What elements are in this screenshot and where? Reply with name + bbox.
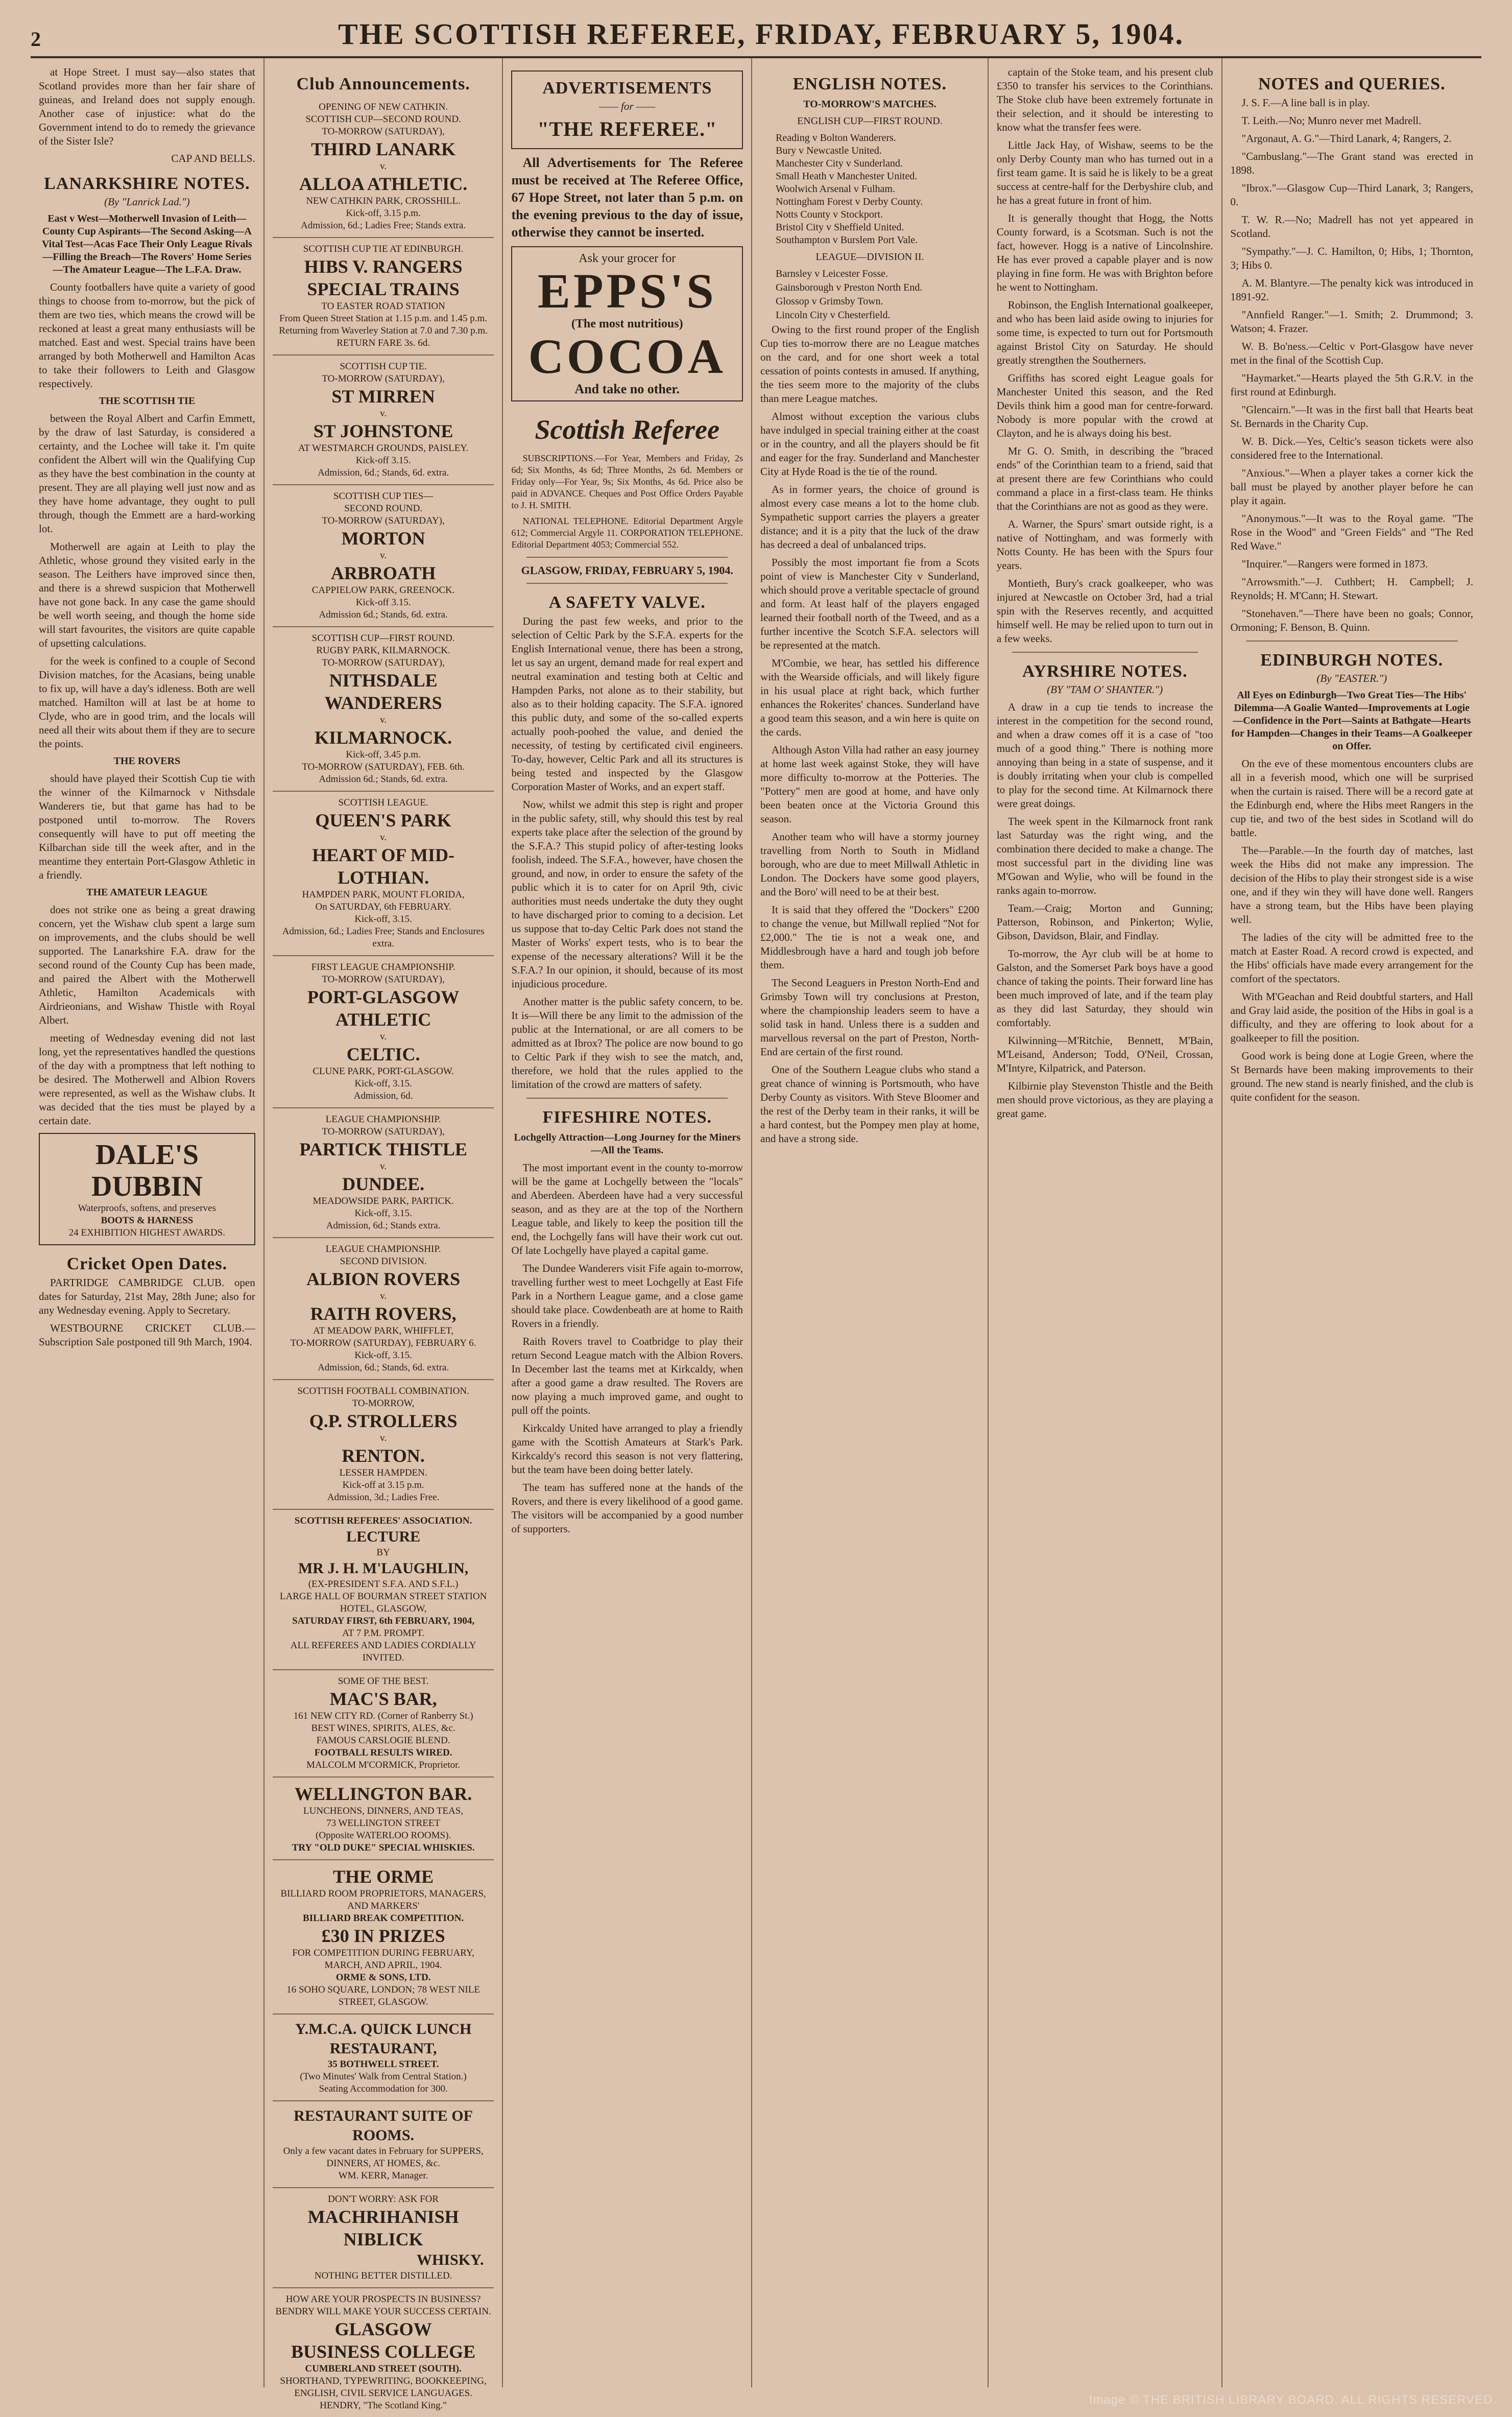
query-item: "Annfield Ranger."—1. Smith; 2. Drummond; 3. Watson; 4. Frazer. <box>1230 309 1473 335</box>
ad-title: DUNDEE. <box>342 1174 425 1194</box>
masthead <box>31 15 1481 58</box>
ad-line: SCOTTISH CUP—FIRST ROUND. <box>311 633 455 644</box>
ad-line: TO-MORROW (SATURDAY), <box>322 1126 445 1137</box>
ad-title: MAC'S BAR, <box>329 1689 437 1709</box>
article-paragraph: Possibly the most important fie from a Scots point of view is Manchester City v Sunderland, which should prove a veritable spectacle of ground and form. At least half of the players engaged learned their football north of the Tweed, and as a further incentive the Scotch S.F.A. selectors will be represented at the match. <box>760 556 979 651</box>
ad-line: DON'T WORRY: ASK FOR <box>328 2194 439 2205</box>
ad-line: BY <box>376 1547 390 1558</box>
ad-line: SCOTTISH FOOTBALL COMBINATION. <box>297 1386 469 1396</box>
ad-line: BEST WINES, SPIRITS, ALES, &c. <box>311 1723 455 1734</box>
wellington-bar-ad <box>273 1778 494 1860</box>
ad-line: Ask your grocer for <box>579 252 676 265</box>
ymca-restaurant-ad <box>273 2015 494 2101</box>
ad-line: Admission 6d.; Stands, 6d. extra. <box>319 774 448 785</box>
article-paragraph: As in former years, the choice of ground is almost every case means a lot to the home club. Sympathetic support carries the players a greater distance; and it is a pity that the luck of the draw has decreed a deal of unbalanced trips. <box>760 483 979 551</box>
ad-line: TO-MORROW (SATURDAY), <box>322 657 445 668</box>
edinburgh-heading: EDINBURGH NOTES. <box>1260 651 1444 670</box>
ad-title: PARTICK THISTLE <box>299 1139 467 1159</box>
article-paragraph: The Dundee Wanderers visit Fife again to-morrow, travelling further west to meet Lochgelly at East Fife Park in a Northern League game, and a close game should take place. Cowdenbeath are at home to Raith Rovers in a friendly. <box>511 1262 743 1330</box>
article-paragraph: meeting of Wednesday evening did not last long, yet the representatives handled the questions of the day with a promptness that left nothing to be desired. The Motherwell and Albion Rovers were represented, as well as the Wishaw clubs. It was decided that the ties must be played by a certain date. <box>39 1032 255 1127</box>
divider <box>526 1098 728 1099</box>
ad-line: CLUNE PARK, PORT-GLASGOW. <box>313 1066 454 1077</box>
fixture-item: Bury v Newcastle United. <box>776 145 882 156</box>
ad-line: TO EASTER ROAD STATION <box>321 301 445 312</box>
article-paragraph: The Second Leaguers in Preston North-End and Grimsby Town will try conclusions at Preston, where the championship leaders seem to have a solid task in hand. Unless there is a sudden and marvellous reversal on the part of Preston, North-End are certain of the first round. <box>760 977 979 1058</box>
ad-line: RUGBY PARK, KILMARNOCK. <box>316 645 450 656</box>
ad-title: THIRD LANARK <box>311 139 456 159</box>
ad-line: FOR COMPETITION DURING FEBRUARY, MARCH, AND APRIL, 1904. <box>292 1948 474 1971</box>
edinburgh-byline: (By "EASTER.") <box>1316 672 1387 684</box>
club-announcement-ad <box>273 1238 494 1380</box>
ad-versus: v. <box>380 550 387 561</box>
subscriptions-text: SUBSCRIPTIONS.—For Year, Members and Friday, 2s 6d; Six Months, 4s 6d; Three Months, 2s 6d. Members or Friday only—For Year, 9s; Six Months, 4s 6d. Price also be paid in ADVANCE. Cheques and Post Office Orders Payable to J. H. SMITH. <box>511 453 743 510</box>
intro-signature: CAP AND BELLS. <box>171 152 255 164</box>
advertisements-heading: ADVERTISEMENTS <box>542 79 712 98</box>
ad-line: TO-MORROW (SATURDAY), <box>322 974 445 985</box>
ad-title: ST JOHNSTONE <box>313 421 453 441</box>
nameplate-script: Scottish Referee <box>535 414 719 445</box>
ayrshire-heading: AYRSHIRE NOTES. <box>1022 662 1188 681</box>
divider <box>526 583 728 584</box>
niblick-whisky-ad <box>273 2188 494 2288</box>
article-paragraph: Almost without exception the various clubs have indulged in special training either at the coast or in the country, and all the players should be fit and eager for the fray. Sunderland and Manchester City at Hyde Road is the tie of the round. <box>760 410 979 478</box>
ad-line: SECOND DIVISION. <box>340 1256 427 1267</box>
fixture-item: Glossop v Grimsby Town. <box>776 296 883 307</box>
ad-line: Only a few vacant dates in February for SUPPERS, DINNERS, AT HOMES, &c. <box>283 2146 484 2169</box>
referees-lecture-ad <box>273 1510 494 1670</box>
article-paragraph: captain of the Stoke team, and his present club £350 to transfer his services to the Corinthians. The Stoke club have been extremely fortunate in their selection, and it should be interesting to know what the transfer fees were. <box>996 66 1213 133</box>
ad-line: AT 7 P.M. PROMPT. <box>342 1628 425 1639</box>
ad-title: KILMARNOCK. <box>315 727 452 748</box>
ad-line: LUNCHEONS, DINNERS, AND TEAS, <box>303 1806 464 1816</box>
ad-versus: v. <box>380 1031 387 1042</box>
ad-line: SOME OF THE BEST. <box>338 1676 429 1687</box>
cricket-paragraph: WESTBOURNE CRICKET CLUB.—Subscription Sale postponed till 9th March, 1904. <box>39 1322 255 1348</box>
club-announcement-ad <box>273 356 494 485</box>
fixture-item: Reading v Bolton Wanderers. <box>776 132 896 144</box>
club-announcement-ad <box>273 238 494 356</box>
article-paragraph: Owing to the first round proper of the English Cup ties to-morrow there are no League matches on the card, and for one short week a total cessation of points contests in amused. If anything, the ties seem more to the majority of the clubs than mere League matches. <box>760 323 979 405</box>
divider <box>1246 641 1458 642</box>
article-paragraph: for the week is confined to a couple of Second Division matches, for the Acasians, being unable to fix up, will have a day's idleness. Both are well matched. Hamilton will at last be at home to Clyde, who are in good trim, and the locals will need all their wits about them if they are to secure the points. <box>39 655 255 750</box>
ad-title: Y.M.C.A. QUICK LUNCH RESTAURANT, <box>295 2021 472 2057</box>
article-paragraph: should have played their Scottish Cup tie with the winner of the Kilmarnock v Nithsdale Wanderers tie, but that game has had to be postponed until to-morrow. The Rovers consequently will have to put off meeting the Kilbarchan side till the week after, and in the meantime they entertain Port-Glasgow Athletic in a friendly. <box>39 772 255 881</box>
column-1 <box>31 58 265 2387</box>
ad-title: WELLINGTON BAR. <box>294 1784 472 1804</box>
fixture-item: Woolwich Arsenal v Fulham. <box>776 183 895 195</box>
query-item: "Cambuslang."—The Grant stand was erected in 1898. <box>1230 150 1473 176</box>
ad-title: RENTON. <box>342 1446 425 1466</box>
article-paragraph: Raith Rovers travel to Coatbridge to play their return Second League match with the Albion Rovers. In December last the teams met at Kirkcaldy, when after a good game a draw resulted. The Rovers are now playing a much improved game, and ought to pull off the points. <box>511 1335 743 1416</box>
fixture-item: Nottingham Forest v Derby County. <box>776 196 923 207</box>
ad-line: Admission, 6d. <box>353 1091 413 1101</box>
image-credit: Image © THE BRITISH LIBRARY BOARD. ALL RIGHTS RESERVED. <box>1089 2393 1497 2407</box>
ad-line: Admission, 6d.; Stands, 6d. extra. <box>318 1362 449 1373</box>
article-paragraph: With M'Geachan and Reid doubtful starters, and Hall and Gray laid aside, the position of the Hibs in goal is a difficulty, and they are offering to look about for a goalkeeper to fill the position. <box>1230 990 1473 1044</box>
ad-title: HEART OF MID-LOTHIAN. <box>312 845 454 888</box>
ad-title: MACHRIHANISH <box>307 2207 459 2227</box>
article-paragraph: Another matter is the public safety concern, to be. It is—Will there be any limit to the admission of the public at the International, or are all comers to be admitted as at Ibrox? The police are now bound to go to Celtic Park if they wish to see the match, and, therefore, we hold that the rules applied to the limitation of the crowd are matters of safety. <box>511 996 743 1091</box>
section-subhead: THE ROVERS <box>113 755 181 767</box>
intro-paragraph: at Hope Street. I must say—also states that Scotland provides more than her fair share of guineas, and Ireland does not supply enough. Another case of injustice: what do the Government intend to do to remedy the grievance of the Sister Isle? <box>39 66 255 147</box>
ad-line: CUMBERLAND STREET (SOUTH). <box>305 2363 462 2374</box>
ad-line: TO-MORROW, <box>352 1398 415 1409</box>
epps-title: EPPS'S <box>537 264 717 318</box>
ad-line: Kick-off, 3.45 p.m. <box>346 749 421 760</box>
ad-line: Seating Accommodation for 300. <box>319 2083 448 2094</box>
ad-line: Admission 6d.; Stands, 6d. extra. <box>319 609 448 620</box>
ad-title: THE ORME <box>333 1866 434 1887</box>
ad-title: NITHSDALE WANDERERS <box>324 670 442 713</box>
ad-line: Admission, 6d.; Stands extra. <box>326 1220 441 1231</box>
ad-line: LESSER HAMPDEN. <box>339 1467 427 1478</box>
query-item: "Argonaut, A. G."—Third Lanark, 4; Rangers, 2. <box>1241 132 1452 145</box>
ad-line: TO-MORROW (SATURDAY), <box>322 515 445 526</box>
ad-line: Kick-off, 3.15. <box>354 1350 412 1361</box>
matches-subhead: TO-MORROW'S MATCHES. <box>803 99 937 110</box>
article-paragraph: Kirkcaldy United have arranged to play a friendly game with the Scottish Amateurs at Stark's Park. Kirkcaldy's record this season is not very flattering, but the team have been doing better lately. <box>511 1422 743 1476</box>
club-announcement-ad <box>273 956 494 1108</box>
column-6 <box>1222 58 1481 2387</box>
ad-title: BUSINESS COLLEGE <box>291 2341 476 2362</box>
query-item: "Ibrox."—Glasgow Cup—Third Lanark, 3; Rangers, 0. <box>1230 182 1473 208</box>
column-5 <box>989 58 1222 2387</box>
ad-line: NOTHING BETTER DISTILLED. <box>314 2270 452 2281</box>
query-item: "Stonehaven."—There have been no goals; Connor, Ormoning; F. Benson, B. Quinn. <box>1230 607 1473 633</box>
article-paragraph: It is generally thought that Hogg, the Notts County forward, is a Scotsman. Such is not the fact, however. Hogg is a native of Lincolnshire. He has ever proved a capable player and is now playing in fine form. He was with Brighton before he went to Nottingham. <box>996 212 1213 293</box>
ad-line: HOW ARE YOUR PROSPECTS IN BUSINESS? BENDRY WILL MAKE YOUR SUCCESS CERTAIN. <box>275 2294 491 2317</box>
ad-line: LECTURE <box>346 1528 421 1545</box>
fifeshire-subhead: Lochgelly Attraction—Long Journey for the Miners—All the Teams. <box>514 1132 740 1156</box>
ad-line: FOOTBALL RESULTS WIRED. <box>314 1747 452 1758</box>
cocoa-title: COCOA <box>528 329 726 384</box>
safety-valve-heading: A SAFETY VALVE. <box>548 593 706 612</box>
fixture-item: Gainsborough v Preston North End. <box>776 282 923 293</box>
ad-line: AT WESTMARCH GROUNDS, PAISLEY. <box>298 443 469 454</box>
query-item: A. M. Blantyre.—The penalty kick was introduced in 1891-92. <box>1230 277 1473 303</box>
epps-cocoa-ad <box>511 246 743 401</box>
ad-title: MORTON <box>341 528 425 549</box>
dales-dubbin-title: DALE'S DUBBIN <box>91 1139 203 1202</box>
ad-line: BILLIARD ROOM PROPRIETORS, MANAGERS, AND MARKERS' <box>280 1888 486 1911</box>
ad-line: Kick-off, 3.15. <box>354 1208 412 1219</box>
ad-line: LEAGUE CHAMPIONSHIP. <box>325 1244 441 1254</box>
query-item: T. W. R.—No; Madrell has not yet appeared in Scotland. <box>1230 214 1473 240</box>
article-paragraph: Montieth, Bury's crack goalkeeper, who was injured at Newcastle on October 3rd, had a trial spin with the Reserves recently, and acquitted himself well. He may be relied upon to turn out in a few weeks. <box>996 577 1213 645</box>
ad-line: Kick-off, 3.15 p.m. <box>346 208 421 219</box>
ad-title: RAITH ROVERS, <box>310 1304 457 1324</box>
advertisements-paper: "THE REFEREE." <box>537 117 717 140</box>
ad-line: Kick-off, 3.15. <box>354 914 412 925</box>
ad-line: BOOTS & HARNESS <box>101 1215 194 1226</box>
ad-line: (Two Minutes' Walk from Central Station.) <box>300 2071 467 2082</box>
article-paragraph: Griffiths has scored eight League goals for Manchester United this season, and the Red Devils think him a good man for centre-forward. Nobody is more popular with the crowd at Clayton, and he is always doing his best. <box>996 372 1213 439</box>
ad-title: ST MIRREN <box>331 386 435 407</box>
ad-line: 161 NEW CITY RD. (Corner of Ranberry St.) <box>293 1711 473 1721</box>
article-paragraph: Mr G. O. Smith, in describing the "braced ends" of the Corinthian team to a friend, said that at present there are few Corinthians who could command a place in a first-class team. He thinks that the Corinthians are not as good as they were. <box>996 445 1213 512</box>
article-paragraph: It is said that they offered the "Dockers" £200 to change the venue, but Millwall replied "Not for £2,000." The tie is not a weak one, and Middlesbrough have a hard and tough job before them. <box>760 904 979 971</box>
edinburgh-subhead: All Eyes on Edinburgh—Two Great Ties—The Hibs' Dilemma—A Goalie Wanted—Improvements at Logie—Confidence in the Port—Saints at Bathgate—Hearts for Hampden—Changes in their Teams—A Goalkeeper on Offer. <box>1231 690 1473 752</box>
ad-title: RESTAURANT SUITE OF ROOMS. <box>294 2107 473 2144</box>
ad-line: HAMPDEN PARK, MOUNT FLORIDA, <box>302 889 465 900</box>
ad-line: FAMOUS CARSLOGIE BLEND. <box>316 1735 450 1746</box>
ad-title: NIBLICK <box>343 2229 423 2249</box>
advertisements-instructions: All Advertisements for The Referee must be received at The Referee Office, 67 Hope Street, not later than 5 p.m. on the evening previous to the day of issue, otherwise they cannot be inserted. <box>511 155 743 240</box>
ad-line: SCOTTISH CUP TIE AT EDINBURGH. <box>303 244 464 254</box>
ad-line: Waterproofs, softens, and preserves <box>78 1203 216 1214</box>
cricket-heading: Cricket Open Dates. <box>66 1254 228 1273</box>
ad-title: WHISKY. <box>417 2252 484 2268</box>
article-paragraph: The—Parable.—In the fourth day of matches, last week the Hibs did not make any impression. The decision of the Hibs to play their strongest side is a wise one, and if they win they will have done well. Rangers have a strong team, but the Hibs have been playing well. <box>1230 844 1473 926</box>
ad-title: CELTIC. <box>346 1044 420 1064</box>
ad-line: Returning from Waverley Station at 7.0 and 7.30 p.m. <box>279 325 488 336</box>
ad-line: SCOTTISH REFEREES' ASSOCIATION. <box>294 1515 472 1526</box>
ad-title: PORT-GLASGOW ATHLETIC <box>307 987 460 1030</box>
ad-line: ORME & SONS, LTD. <box>335 1972 431 1983</box>
article-paragraph: To-morrow, the Ayr club will be at home to Galston, and the Somerset Park boys have a good chance of taking the points. Their forward line has been much improved of late, and if the team play as they did last Saturday, they should win comfortably. <box>996 947 1213 1029</box>
article-paragraph: During the past few weeks, and prior to the selection of Celtic Park by the S.F.A. experts for the English International venue, there has been a strong, let us say an urgent, demand made for real expert and neutral examination and testing both at Celtic and Hampden Parks, not alone as to their stability, but also as to their holding capacity. The S.F.A. ignored this public duty, and some of the so-called experts actually pooh-poohed the value, and denied the necessity, of testing by certificated civil engineers. To-day, however, Celtic Park and all its structures is being tested and inspected by the Glasgow Corporation Master of Works, and an expert staff. <box>511 615 743 793</box>
lanarkshire-byline: (By "Lanrick Lad.") <box>104 196 190 208</box>
ad-versus: v. <box>380 832 387 843</box>
ad-line: 24 EXHIBITION HIGHEST AWARDS. <box>68 1227 226 1238</box>
ad-line: Kick-off at 3.15 p.m. <box>342 1480 424 1490</box>
ad-line: TRY "OLD DUKE" SPECIAL WHISKIES. <box>292 1842 475 1853</box>
advertisements-for: —— for —— <box>599 100 656 112</box>
article-paragraph: Now, whilst we admit this step is right and proper in the public safety, still, why should this test by real experts take place after the selection of the ground by the S.F.A.? This stupid policy of after-testing looks foolish, indeed. The S.F.A., however, have chosen the ground, and now, in order to ensure the safety of the public which it is to cater for on April 9th, civic authorities must needs undertake the duty they ought to have discharged prior to coming to a decision. Let us suppose that to-day Celtic Park does not stand the Master of Works' expert tests, who is to bear the expense of the necessary alterations? Will it be the S.F.A.? In our opinion, it should, because of its most injudicious procedure. <box>511 798 743 990</box>
queries-list <box>1231 96 1473 634</box>
ad-line: LEAGUE CHAMPIONSHIP. <box>325 1114 441 1125</box>
fixture-item: Small Heath v Manchester United. <box>776 171 918 182</box>
scottish-referee-nameplate <box>511 407 743 453</box>
club-ads-list <box>273 96 494 1510</box>
query-item: "Inquirer."—Rangers were formed in 1873. <box>1241 558 1428 570</box>
query-item: "Haymarket."—Hearts played the 5th G.R.V. in the first round at Edinburgh. <box>1230 372 1473 398</box>
page-number: 2 <box>31 28 41 51</box>
league-fixtures-list <box>760 268 979 322</box>
ad-title: GLASGOW <box>334 2319 432 2339</box>
ad-versus: v. <box>380 408 387 419</box>
ad-line: Admission, 6d.; Ladies Free; Stands and Enclosures extra. <box>282 926 485 949</box>
query-item: "Glencairn."—It was in the first ball that Hearts beat St. Bernards in the Charity Cup. <box>1230 404 1473 430</box>
ad-line: 35 BOTHWELL STREET. <box>327 2059 439 2070</box>
article-paragraph: The team has suffered none at the hands of the Rovers, and there is every likelihood of a good game. The visitors will be accompanied by a good number of supporters. <box>511 1481 743 1535</box>
ad-line: Kick-off 3.15. <box>355 455 411 466</box>
ad-versus: v. <box>380 715 387 725</box>
ad-line: CAPPIELOW PARK, GREENOCK. <box>311 585 455 596</box>
article-paragraph: The week spent in the Kilmarnock front rank last Saturday was the right wing, and the combination there decided to make a change. The most successful part in the dividing line was M'Gowan and Wylie, who will be found in the ranks again to-morrow. <box>996 815 1213 896</box>
cup-fixtures-list <box>760 132 979 247</box>
article-paragraph: The ladies of the city will be admitted free to the match at Easter Road. A record crowd is expected, and the Hibs' officials have made every arrangement for the comfort of the spectators. <box>1230 931 1473 985</box>
club-announcement-ad <box>273 1380 494 1510</box>
article-paragraph: Good work is being done at Logie Green, where the St Bernards have been making improvements to their ground. The new stand is nearly finished, and the club is quite confident for the season. <box>1230 1050 1473 1103</box>
ad-line: SCOTTISH CUP TIES— <box>333 491 434 502</box>
ad-title: ARBROATH <box>330 563 436 583</box>
ad-line: SECOND ROUND. <box>344 503 423 514</box>
ad-line: WM. KERR, Manager. <box>338 2170 428 2181</box>
club-announcement-ad <box>273 627 494 792</box>
query-item: T. Leith.—No; Munro never met Madrell. <box>1241 114 1422 127</box>
club-announcements-heading: Club Announcements. <box>296 75 470 93</box>
ad-line: LARGE HALL OF BOURMAN STREET STATION HOTEL, GLASGOW, <box>279 1591 487 1614</box>
ad-title: £30 IN PRIZES <box>321 1926 445 1946</box>
column-3 <box>503 58 752 2387</box>
article-paragraph: Motherwell are again at Leith to play the Athletic, whose ground they visited early in the season. The Leithers have improved since then, and there is a shrewd suspicion that Motherwell have not gone back. In any case the game should be well worth seeing, and though the home side will start favourites, the visitors are quite capable of upsetting calculations. <box>39 540 255 649</box>
fixture-item: Manchester City v Sunderland. <box>776 158 903 169</box>
ad-line: (EX-PRESIDENT S.F.A. AND S.F.L.) <box>308 1579 459 1590</box>
article-paragraph: County footballers have quite a variety of good things to choose from to-morrow, but the pick of them are two ties, which means the crowd will be reckoned at least a great many enthusiasts will be matched. East and west. Special trains have been arranged by both Motherwell and Hamilton Acas to take their followers to Leith and Glasgow respectively. <box>39 281 255 390</box>
ad-line: AT MEADOW PARK, WHIFFLET, <box>313 1325 454 1336</box>
business-college-ad <box>273 2288 494 2417</box>
ad-line: RETURN FARE 3s. 6d. <box>337 338 430 348</box>
article-paragraph: Although Aston Villa had rather an easy journey at home last week against Stoke, they will have more difficulty to-morrow at the Potteries. The "Pottery" men are good at home, and have only been beaten once at the Victoria Ground this season. <box>760 744 979 825</box>
ad-line: Admission, 6d.; Stands, 6d. extra. <box>318 467 449 478</box>
article-paragraph: On the eve of these momentous encounters clubs are all in a feverish mood, which one will be surprised when the curtain is raised. There will be a record gate at the Edinburgh end, where the Hibs meet Rangers in the cup tie, and two of the best sides in Scotland will do battle. <box>1230 757 1473 839</box>
ad-line: MEADOWSIDE PARK, PARTICK. <box>313 1196 454 1206</box>
query-item: W. B. Bo'ness.—Celtic v Port-Glasgow have never met in the final of the Scottish Cup. <box>1230 340 1473 366</box>
league-subhead: LEAGUE—DIVISION II. <box>815 251 924 263</box>
article-paragraph: M'Combie, we hear, has settled his difference with the Wearside officials, and will likely figure in his usual place at right back, which further enhances the Rokerites' chances. Sunderland have a good team this season, and a win here is quite on the cards. <box>760 657 979 738</box>
article-paragraph: Little Jack Hay, of Wishaw, seems to be the only Derby County man who has turned out in a first team game. It is said he is likely to be a great success at centre-half for the Derbyshire club, and he has a great future in front of him. <box>996 139 1213 206</box>
ad-line: Admission, 6d.; Ladies Free; Stands extra. <box>301 220 466 231</box>
article-paragraph: One of the Southern League clubs who stand a great chance of winning is Portsmouth, who have Derby County as visitors. With Steve Bloomer and the rest of the Derby team in their ranks, it will be a hard contest, but the Pompey men play at home, and have a strong side. <box>760 1063 979 1145</box>
ad-line: From Queen Street Station at 1.15 p.m. and 1.45 p.m. <box>279 313 488 324</box>
article-paragraph: Team.—Craig; Morton and Gunning; Patterson, Robinson, and Pinkerton; Wylie, Gibson, Davidson, Blair, and Findlay. <box>996 902 1213 942</box>
article-paragraph: A draw in a cup tie tends to increase the interest in the competition for the second round, and when a draw comes off it is a case of "too much of a good thing." There is nothing more annoying than being in a state of suspense, and it is doubly irritating when your club is compelled to play for the second time. At Kilmarnock there were great doings. <box>996 701 1213 810</box>
ad-line: OPENING OF NEW CATHKIN. <box>319 102 448 112</box>
ad-line: SATURDAY FIRST, 6th FEBRUARY, 1904, <box>292 1616 475 1626</box>
divider <box>526 557 728 558</box>
ad-line: 73 WELLINGTON STREET <box>326 1818 441 1829</box>
ad-line: TO-MORROW (SATURDAY), <box>322 126 445 137</box>
lanarkshire-heading: LANARKSHIRE NOTES. <box>44 174 250 193</box>
article-paragraph: does not strike one as being a great drawing concern, yet the Wishaw club spent a large sum on improvements, and the clubs should be well supported. The Lanarkshire F.A. draw for the second round of the County Cup has been made, and paired the Albert with the Motherwell Athletic, Hamilton Academicals with Airdrieonians, and Wishaw Thistle with Royal Albert. <box>39 904 255 1026</box>
dales-dubbin-ad <box>39 1133 255 1245</box>
ad-line: Admission, 3d.; Ladies Free. <box>327 1492 440 1503</box>
club-announcement-ad <box>273 96 494 238</box>
ad-line: TO-MORROW (SATURDAY), FEBRUARY 6. <box>290 1338 476 1348</box>
ad-line: FIRST LEAGUE CHAMPIONSHIP. <box>311 962 455 973</box>
ad-line: 16 SOHO SQUARE, LONDON; 78 WEST NILE STREET, GLASGOW. <box>286 1984 480 2007</box>
ad-versus: v. <box>380 161 387 172</box>
ad-line: SCOTTISH LEAGUE. <box>338 797 428 808</box>
ad-title: Q.P. STROLLERS <box>309 1411 458 1431</box>
fixture-item: Barnsley v Leicester Fosse. <box>776 268 888 279</box>
ad-versus: v. <box>380 1161 387 1172</box>
query-item: "Anxious."—When a player takes a corner kick the ball must be played by another player before he can play it again. <box>1230 467 1473 507</box>
article-paragraph: The most important event in the county to-morrow will be the game at Lochgelly between the "locals" and Aberdeen. Aberdeen have had a very successful season, and as they are at the top of the Northern League table, and likely to keep the position till the end, the Lochgelly fans will have their work cut out. Of late Lochgelly have played a capital game. <box>511 1162 743 1257</box>
ad-line: On SATURDAY, 6th FEBRUARY. <box>315 902 451 912</box>
ad-title: HIBS V. RANGERS <box>304 256 463 277</box>
ad-line: TO-MORROW (SATURDAY), FEB. 6th. <box>302 762 465 772</box>
divider <box>1012 652 1198 653</box>
club-announcement-ad <box>273 485 494 627</box>
ad-versus: v. <box>380 1433 387 1443</box>
ad-line: (The most nutritious) <box>571 317 683 330</box>
ayrshire-byline: (BY "TAM O' SHANTER.") <box>1047 683 1163 696</box>
english-notes-heading: ENGLISH NOTES. <box>793 75 947 93</box>
section-subhead: THE AMATEUR LEAGUE <box>86 887 208 898</box>
fixture-item: Southampton v Burslem Port Vale. <box>776 234 918 246</box>
article-paragraph: A. Warner, the Spurs' smart outside right, is a native of Nottingham, and was formerly with Notts County. He has been with the Spurs four years. <box>996 518 1213 572</box>
ad-title: ALLOA ATHLETIC. <box>299 174 468 194</box>
query-item: "Anonymous."—It was to the Royal game. "The Rose in the Wood" and "Green Fields" and "The Red Red Wave." <box>1230 512 1473 552</box>
fixture-item: Notts County v Stockport. <box>776 209 883 220</box>
ad-line: (Opposite WATERLOO ROOMS). <box>316 1830 451 1841</box>
ad-line: SCOTTISH CUP TIE. <box>340 361 427 372</box>
article-paragraph: Kilwinning—M'Ritchie, Bennett, M'Bain, M'Leisand, Anderson; Todd, O'Neil, Crossan, M'Intyre, Kilpatrick, and Paterson. <box>996 1034 1213 1074</box>
ad-line: MR J. H. M'LAUGHLIN, <box>298 1560 469 1577</box>
ad-line: And take no other. <box>574 382 680 396</box>
cup-subhead: ENGLISH CUP—FIRST ROUND. <box>797 115 943 127</box>
cricket-paragraph: PARTRIDGE CAMBRIDGE CLUB. open dates for Saturday, 21st May, 28th June; also for any Wednesday evening. Apply to Secretary. <box>39 1276 255 1316</box>
ad-line: MALCOLM M'CORMICK, Proprietor. <box>306 1760 461 1770</box>
advertisements-notice <box>511 70 743 149</box>
article-paragraph: Kilbirnie play Stevenston Thistle and the Beith men should prove victorious, as they are playing a great game. <box>996 1080 1213 1120</box>
article-paragraph: Another team who will have a stormy journey travelling from North to South in Midland borough, who are due to meet Millwall Athletic in London. The Dockers have some good players, and the Boro' will need to be at their best. <box>760 831 979 898</box>
orme-billiards-ad <box>273 1860 494 2015</box>
ad-title: ALBION ROVERS <box>306 1269 461 1289</box>
fixture-item: Lincoln City v Chesterfield. <box>776 310 891 321</box>
newspaper-title: THE SCOTTISH REFEREE, FRIDAY, FEBRUARY 5, 1904. <box>338 17 1184 51</box>
query-item: J. S. F.—A line ball is in play. <box>1241 97 1370 109</box>
ad-line: TO-MORROW (SATURDAY), <box>322 373 445 384</box>
notes-queries-heading: NOTES and QUERIES. <box>1258 75 1446 93</box>
ad-line: SHORTHAND, TYPEWRITING, BOOKKEEPING, ENGLISH, CIVIL SERVICE LANGUAGES. <box>280 2376 487 2399</box>
query-item: "Sympathy."—J. C. Hamilton, 0; Hibs, 1; Thornton, 3; Hibs 0. <box>1230 245 1473 271</box>
telephones-text: NATIONAL TELEPHONE. Editorial Department Argyle 612; Commercial Argyle 11. CORPORATION TELEPHONE. Editorial Department 4053; Commercial 552. <box>511 516 743 550</box>
query-item: "Arrowsmith."—J. Cuthbert; H. Campbell; J. Reynolds; H. M'Cann; H. Stewart. <box>1230 576 1473 602</box>
article-paragraph: between the Royal Albert and Carfin Emmett, by the draw of last Saturday, is considered a certainty, and the Lochee will take it. I'm quite confident the Albert will win the Qualifying Cup as they have the best combination in the county at present. They are all playing well just now and as they have home advantage, they ought to pull through, though the Emmett are a hard-working lot. <box>39 412 255 535</box>
club-announcement-ad <box>273 1108 494 1238</box>
ad-line: HENDRY, "The Scotland King." <box>320 2400 447 2411</box>
ad-versus: v. <box>380 1291 387 1301</box>
ad-line: Kick-off 3.15. <box>355 597 411 608</box>
section-subhead: THE SCOTTISH TIE <box>99 395 196 407</box>
restaurant-suite-ad <box>273 2101 494 2188</box>
query-item: W. B. Dick.—Yes, Celtic's season tickets were also considered free to the International. <box>1230 435 1473 461</box>
fifeshire-heading: FIFESHIRE NOTES. <box>542 1108 712 1127</box>
ad-line: SCOTTISH CUP—SECOND ROUND. <box>305 114 461 125</box>
article-paragraph: Robinson, the English International goalkeeper, and who has been laid aside owing to injuries for some time, is expected to turn out for Portsmouth against Bristol City on Saturday. He should greatly strengthen the Southerners. <box>996 299 1213 366</box>
macs-bar-ad <box>273 1670 494 1778</box>
ad-title: SPECIAL TRAINS <box>307 279 460 299</box>
ad-line: ALL REFEREES AND LADIES CORDIALLY INVITED. <box>290 1640 476 1663</box>
ad-line: Kick-off, 3.15. <box>354 1078 412 1089</box>
ad-line: NEW CATHKIN PARK, CROSSHILL. <box>306 196 461 206</box>
fixture-item: Bristol City v Sheffield United. <box>776 222 904 233</box>
ad-line: BILLIARD BREAK COMPETITION. <box>303 1913 464 1924</box>
column-4 <box>752 58 989 2387</box>
ad-title: QUEEN'S PARK <box>315 810 451 831</box>
column-2 <box>265 58 503 2411</box>
lanarkshire-subhead: East v West—Motherwell Invasion of Leith—County Cup Aspirants—The Second Asking—A Vital Test—Acas Face Their Only League Rivals—Filling the Breach—The Rovers' Home Series—The Amateur League—The L.F.A. Draw. <box>41 213 252 275</box>
dateline: GLASGOW, FRIDAY, FEBRUARY 5, 1904. <box>521 564 733 577</box>
club-announcement-ad <box>273 792 494 956</box>
